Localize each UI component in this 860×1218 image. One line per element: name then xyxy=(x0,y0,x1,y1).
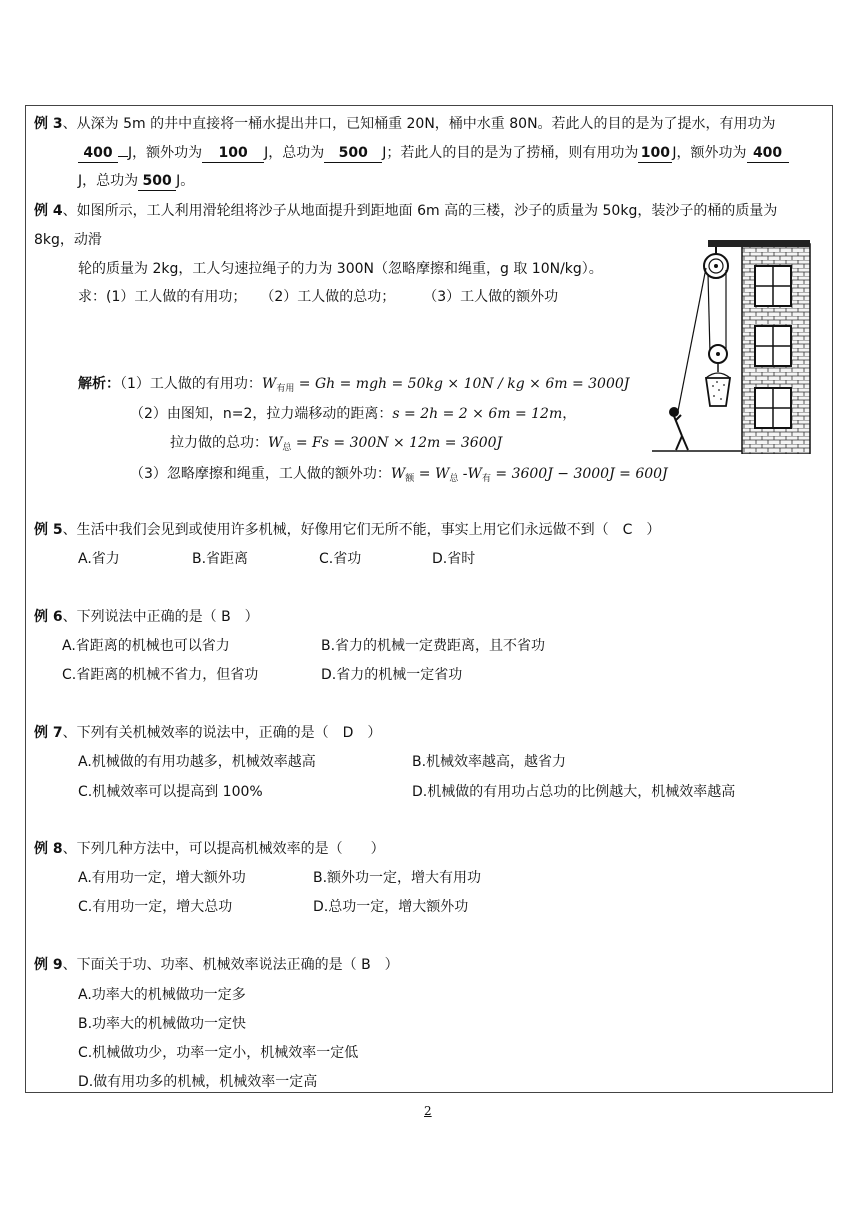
example-8-label: 例 8 xyxy=(34,841,63,857)
example-5-question xyxy=(34,520,660,540)
example-4-label: 例 4 xyxy=(34,203,63,219)
example-5-text: 、生活中我们会见到或使用许多机械，好像用它们无所不能，事实上用它们永远做不到（ C ） xyxy=(62,522,661,538)
analysis-line-2 xyxy=(130,404,576,424)
blank-total-work: 500 xyxy=(324,144,382,163)
page-number: 2 xyxy=(424,1104,432,1118)
example-8-question xyxy=(34,839,385,859)
analysis-label: 解析： xyxy=(78,376,120,392)
math-subscript: 有用 xyxy=(276,384,295,394)
math-symbol: W xyxy=(268,435,283,451)
example-4-line-3: 轮的质量为 2kg，工人匀速拉绳子的力为 300N（忽略摩擦和绳重，g 取 10N/kg）。 xyxy=(78,261,603,277)
text-segment: J。 xyxy=(176,173,195,189)
math-expression: = Gh = mgh = 50kg × 10N / kg × 6m = 3000J xyxy=(294,376,630,392)
analysis-line-4 xyxy=(130,464,668,489)
example-9-label: 例 9 xyxy=(34,957,63,973)
example-9-option-c: C.机械做功少，功率一定小，机械效率一定低 xyxy=(78,1045,359,1061)
example-7-option-d: D.机械做的有用功占总功的比例越大，机械效率越高 xyxy=(412,784,736,800)
example-3-line-3 xyxy=(78,171,194,191)
worker-figure xyxy=(670,408,688,450)
example-8-text: 、下列几种方法中，可以提高机械效率的是（ ） xyxy=(62,841,385,857)
example-7-option-a: A.机械做的有用功越多，机械效率越高 xyxy=(78,754,316,770)
example-9-option-b: B.功率大的机械做功一定快 xyxy=(78,1016,247,1032)
window-top xyxy=(755,266,791,306)
math-operator: = xyxy=(414,466,435,482)
example-8-option-c: C.有用功一定，增大总功 xyxy=(78,899,233,915)
text-segment: ， xyxy=(562,406,577,422)
blank-useful-work-2: 100 xyxy=(638,144,672,163)
text-segment: J，总功为 xyxy=(264,145,325,161)
text-segment: J，额外功为 xyxy=(128,145,203,161)
example-5-label: 例 5 xyxy=(34,522,63,538)
text-segment: 拉力做的总功： xyxy=(170,435,268,451)
formula-extra-work xyxy=(391,466,668,482)
text-segment: J，额外功为 xyxy=(672,145,747,161)
analysis-line-1 xyxy=(78,374,629,399)
example-4-text: 、如图所示，工人利用滑轮组将沙子从地面提升到距地面 6m 高的三楼，沙子的质量为 50kg，装沙子的桶的质量为 xyxy=(62,203,778,219)
example-8-option-a: A.有用功一定，增大额外功 xyxy=(78,870,246,886)
example-6-label: 例 6 xyxy=(34,609,63,625)
formula-useful-work xyxy=(262,376,629,392)
math-operator: - xyxy=(458,466,468,482)
example-5-option-c: C.省功 xyxy=(319,551,362,567)
math-expression: = 3600J − 3000J = 600J xyxy=(490,466,668,482)
text-segment: J，总功为 xyxy=(78,173,139,189)
example-3-line-1 xyxy=(34,114,776,134)
formula-total-work xyxy=(268,435,502,451)
example-9-option-a: A.功率大的机械做功一定多 xyxy=(78,987,246,1003)
example-7-label: 例 7 xyxy=(34,725,63,741)
example-7-option-b: B.机械效率越高，越省力 xyxy=(412,754,567,770)
math-expression: = Fs = 300N × 12m = 3600J xyxy=(291,435,503,451)
example-8-option-d: D.总功一定，增大额外功 xyxy=(313,899,469,915)
blank-extra-work-2: 400 xyxy=(747,144,789,163)
math-symbol: W xyxy=(261,376,277,392)
text-segment: （1）工人做的有用功： xyxy=(120,376,262,392)
math-subscript: 额 xyxy=(405,474,415,484)
example-7-option-c: C.机械效率可以提高到 100% xyxy=(78,784,263,800)
example-4-line-1 xyxy=(34,201,777,221)
example-4-line-4: 求：(1）工人做的有用功； （2）工人做的总功； （3）工人做的额外功 xyxy=(78,289,559,305)
example-6-option-c: C.省距离的机械不省力，但省功 xyxy=(62,667,259,683)
text-segment: （3）忽略摩擦和绳重，工人做的额外功： xyxy=(130,466,391,482)
math-symbol: W xyxy=(434,466,450,482)
pulley-building-figure xyxy=(648,236,814,454)
roof-beam xyxy=(708,240,810,247)
blank-total-work-2: 500 xyxy=(138,172,176,191)
sand-bucket xyxy=(706,378,730,406)
example-9-question xyxy=(34,955,399,975)
example-6-option-d: D.省力的机械一定省功 xyxy=(321,667,463,683)
example-7-question xyxy=(34,723,381,743)
example-7-text: 、下列有关机械效率的说法中，正确的是（ D ） xyxy=(62,725,382,741)
text-segment: （2）由图知，n=2，拉力端移动的距离： xyxy=(130,406,393,422)
analysis-line-3 xyxy=(170,433,502,458)
window-middle xyxy=(755,326,791,366)
blank-extra-work: 100 xyxy=(202,144,264,163)
example-5-option-d: D.省时 xyxy=(432,551,476,567)
example-3-line-2 xyxy=(78,143,789,163)
math-subscript: 总 xyxy=(282,443,292,453)
example-6-option-b: B.省力的机械一定费距离，且不省功 xyxy=(321,638,546,654)
math-symbol: W xyxy=(467,466,482,482)
window-bottom xyxy=(755,388,791,428)
example-8-option-b: B.额外功一定，增大有用功 xyxy=(313,870,482,886)
math-subscript: 总 xyxy=(449,474,459,484)
example-6-text: 、下列说法中正确的是（ B ） xyxy=(62,609,259,625)
example-4-line-2: 8kg，动滑 xyxy=(34,232,102,248)
example-5-option-b: B.省距离 xyxy=(192,551,249,567)
math-subscript: 有 xyxy=(481,474,491,484)
formula-distance: s = 2h = 2 × 6m = 12m xyxy=(392,406,563,422)
example-6-option-a: A.省距离的机械也可以省力 xyxy=(62,638,230,654)
example-5-option-a: A.省力 xyxy=(78,551,120,567)
blank-useful-work: 400 xyxy=(78,144,118,163)
example-3-text: 、从深为 5m 的井中直接将一桶水提出井口，已知桶重 20N，桶中水重 80N。若此人的目的是为了提水，有用功为 xyxy=(62,116,776,132)
math-symbol: W xyxy=(390,466,406,482)
example-6-question xyxy=(34,607,259,627)
text-segment: J；若此人的目的是为了捞桶，则有用功为 xyxy=(382,145,639,161)
example-3-label: 例 3 xyxy=(34,116,63,132)
example-9-option-d: D.做有用功多的机械，机械效率一定高 xyxy=(78,1074,318,1090)
example-9-text: 、下面关于功、功率、机械效率说法正确的是（ B ） xyxy=(62,957,399,973)
